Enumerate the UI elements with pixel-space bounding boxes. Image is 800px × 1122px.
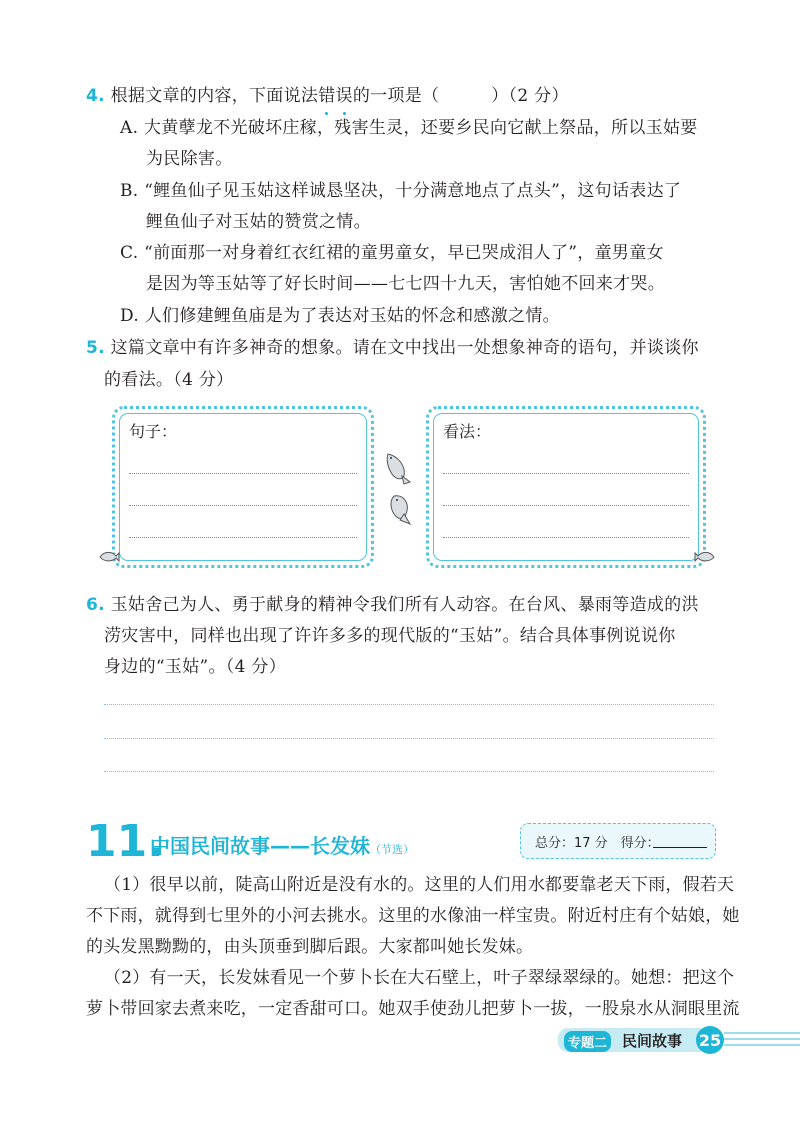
score-box: [520, 823, 716, 859]
passage-line: （1）很早以前，陡高山附近是没有水的。这里的人们用水都要靠老天下雨，假若天: [104, 875, 735, 895]
option-b-line2: 鲤鱼仙子对玉姑的赞赏之情。: [146, 212, 371, 232]
topic-badge: 专题二: [564, 1031, 611, 1052]
passage-line: 萝卜带回家去煮来吃，一定香甜可口。她双手使劲儿把萝卜一拔，一股泉水从洞眼里流: [86, 999, 740, 1019]
answer-line[interactable]: [129, 473, 357, 474]
opinion-answer-box[interactable]: [426, 406, 706, 568]
topic-label: 民间故事: [622, 1032, 683, 1050]
answer-line[interactable]: [443, 505, 689, 506]
answer-line[interactable]: [129, 505, 357, 506]
answer-line[interactable]: [443, 473, 689, 474]
question-6-line1: 6. 玉姑舍己为人、勇于献身的精神令我们所有人动容。在台风、暴雨等造成的洪: [86, 595, 699, 615]
answer-line[interactable]: [104, 771, 714, 772]
box-label: 看法：: [443, 422, 492, 441]
box-label: 句子：: [129, 422, 178, 441]
page-number-badge: [696, 1026, 724, 1054]
question-6-line2: 涝灾害中，同样也出现了许许多多的现代版的“玉姑”。结合具体事例说说你: [104, 626, 676, 646]
section-title-row: [150, 830, 414, 859]
emphasis-char: 错: [318, 86, 336, 106]
answer-line[interactable]: [104, 704, 714, 705]
footer-topic: [558, 1028, 708, 1052]
sentence-answer-box[interactable]: [112, 406, 374, 568]
fish-icon: [380, 448, 420, 528]
question-number: 6.: [86, 595, 105, 615]
score-blank[interactable]: [653, 847, 707, 848]
option-c-line2: 是因为等玉姑等了好长时间——七七四十九天，害怕她不回来才哭。: [146, 274, 665, 294]
passage-line: 的头发黑黝黝的，由头顶垂到脚后跟。大家都叫她长发妹。: [86, 937, 534, 957]
small-fish-icon: [694, 548, 716, 564]
question-6-line3: 身边的“玉姑”。（4 分）: [104, 657, 287, 677]
option-c-line1: C. “前面那一对身着红衣红裙的童男童女，早已哭成泪人了”，童男童女: [120, 243, 664, 263]
page-number: 25: [698, 1030, 722, 1050]
question-5-line1: 5. 这篇文章中有许多神奇的想象。请在文中找出一处想象神奇的语句，并谈谈你: [86, 338, 699, 358]
option-b-line1: B. “鲤鱼仙子见玉姑这样诚恳坚决，十分满意地点了点头”，这句话表达了: [120, 181, 682, 201]
question-number: 5.: [86, 338, 105, 358]
question-number: 4.: [86, 86, 105, 106]
option-d-line1: D. 人们修建鲤鱼庙是为了表达对玉姑的怀念和感激之情。: [120, 306, 560, 326]
answer-line[interactable]: [129, 537, 357, 538]
answer-line[interactable]: [104, 738, 714, 739]
small-fish-icon: [98, 548, 120, 564]
question-4-stem: 4. 根据文章的内容，下面说法错误的一项是（ ）（2 分）: [86, 86, 569, 106]
section-subtitle: （节选）: [370, 843, 414, 856]
section-number: 11.: [86, 816, 164, 867]
answer-line[interactable]: [443, 537, 689, 538]
passage-line: （2）有一天，长发妹看见一个萝卜长在大石壁上，叶子翠绿翠绿的。她想：把这个: [104, 968, 735, 988]
option-a-line1: A. 大黄孽龙不光破坏庄稼，残害生灵，还要乡民向它献上祭品，所以玉姑要: [120, 118, 698, 138]
section-title: 中国民间故事——长发妹: [150, 834, 370, 858]
option-a-line2: 为民除害。: [146, 149, 233, 169]
passage-line: 不下雨，就得到七里外的小河去挑水。这里的水像油一样宝贵。附近村庄有个姑娘，她: [86, 906, 740, 926]
footer-stripes: [724, 1030, 800, 1050]
score-label: 总分：17 分 得分：: [535, 836, 660, 851]
emphasis-char: 误: [335, 86, 353, 106]
question-5-line2: 的看法。（4 分）: [104, 370, 234, 390]
